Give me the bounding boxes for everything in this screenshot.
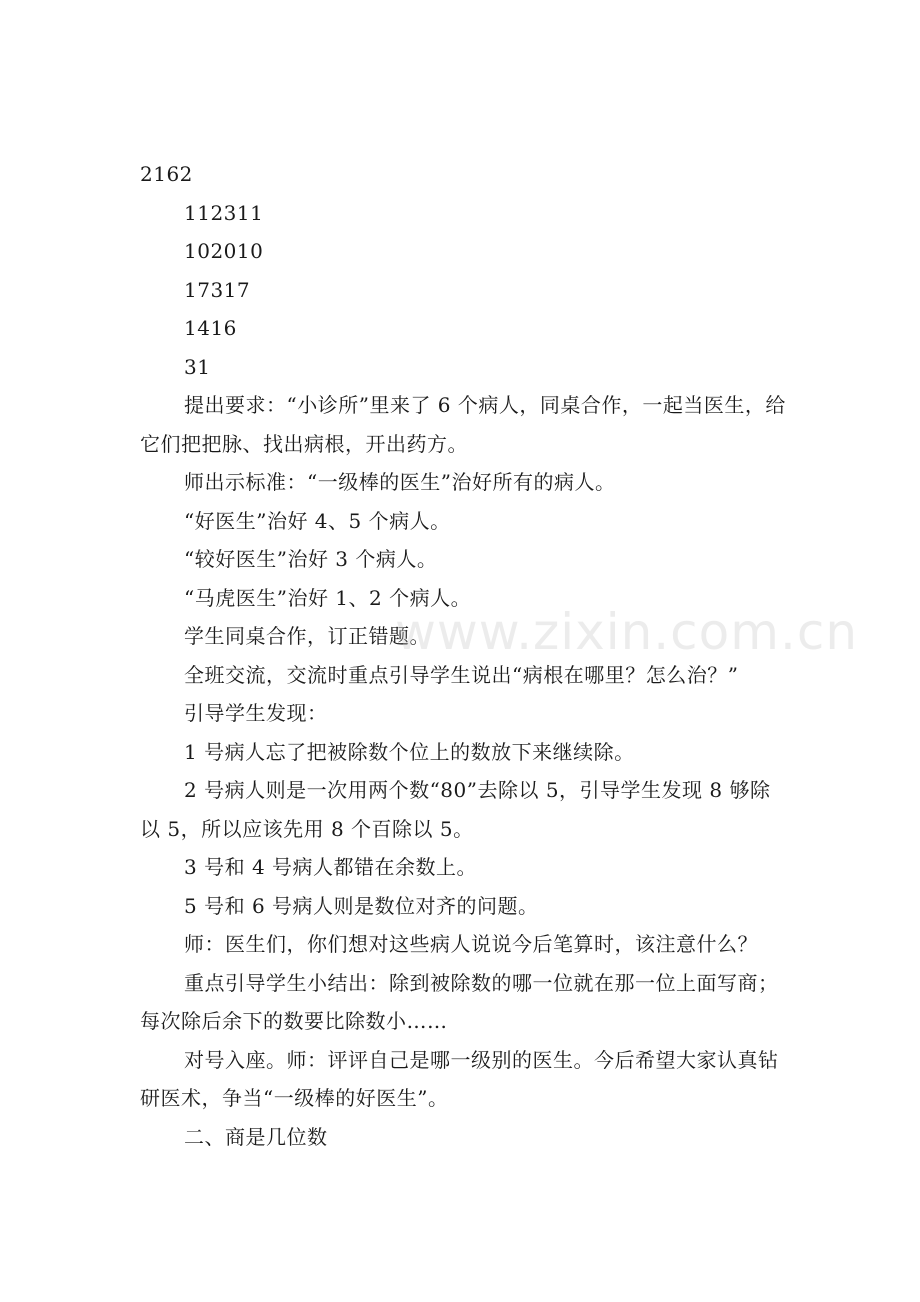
paragraph-fairly-good-doctor: “较好医生”治好 3 个病人。 xyxy=(184,547,438,571)
paragraph-summary: 重点引导学生小结出：除到被除数的哪一位就在那一位上面写商；每次除后余下的数要比除数小…… xyxy=(140,970,779,1033)
paragraph-class-exchange: 全班交流，交流时重点引导学生说出“病根在哪里？怎么治？” xyxy=(184,662,739,687)
paragraph-pair-work: 学生同桌合作，订正错题。 xyxy=(184,624,430,648)
paragraph-requirement: 提出要求：“小诊所”里来了 6 个病人，同桌合作，一起当医生，给它们把把脉、找出病根，开出药方。 xyxy=(140,393,786,456)
section-heading: 二、商是几位数 xyxy=(184,1124,328,1149)
paragraph-good-doctor: “好医生”治好 4、5 个病人。 xyxy=(184,508,451,533)
paragraph-guide-discovery: 引导学生发现： xyxy=(184,701,328,725)
paragraph-careless-doctor: “马虎医生”治好 1、2 个病人。 xyxy=(184,585,472,610)
paragraph-patient-5-6: 5 号和 6 号病人则是数位对齐的问题。 xyxy=(184,893,539,918)
paragraph-standard: 师出示标准：“一级棒的医生”治好所有的病人。 xyxy=(184,470,616,494)
number-line-5: 1416 xyxy=(184,316,237,340)
paragraph-patient-1: 1 号病人忘了把被除数个位上的数放下来继续除。 xyxy=(184,739,635,764)
number-line-3: 102010 xyxy=(184,239,264,263)
paragraph-patient-2: 2 号病人则是一次用两个数“80”去除以 5，引导学生发现 8 够除以 5，所以应该先用 8 个百除以 5。 xyxy=(140,778,771,841)
paragraph-self-assessment: 对号入座。师：评评自己是哪一级别的医生。今后希望大家认真钻研医术，争当“一级棒的好医生”。 xyxy=(140,1047,779,1110)
paragraph-patient-3-4: 3 号和 4 号病人都错在余数上。 xyxy=(184,855,478,879)
number-line-4: 17317 xyxy=(184,277,251,302)
number-line-2: 112311 xyxy=(184,200,264,225)
watermark: www.zixin.com.cn xyxy=(395,603,859,661)
document-page xyxy=(140,155,790,1156)
number-line-1: 2162 xyxy=(140,162,193,186)
number-line-6: 31 xyxy=(184,354,211,379)
paragraph-teacher-question: 师：医生们，你们想对这些病人说说今后笔算时，该注意什么？ xyxy=(184,932,758,956)
